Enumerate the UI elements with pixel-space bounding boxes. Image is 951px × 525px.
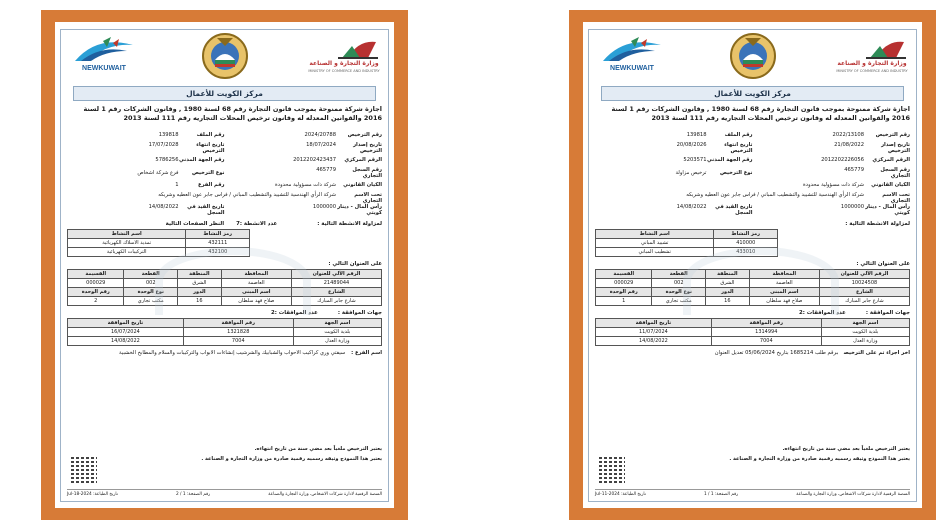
footnote-expiry: يعتبر الترخيص ملغياً بعد مضي سنة من تاريخ انتهاءه. [782,446,910,452]
address-value: الشرق [178,278,222,287]
approvals-table [67,318,382,346]
field-row [595,179,910,192]
address-header: الدور [706,287,750,296]
footer-page-number: رقم الصفحة: 1 / 2 [175,492,211,497]
address-title: على العنوان التالي : [856,260,910,267]
approvals-title: جهات الموافقة : [337,309,382,316]
footnote-official: يعتبر هذا النموذج وثيقه رسميه رقمية صادرة من وزارة التجارة و الصناعة . [729,456,910,462]
branch-info [67,350,382,356]
field-value: 465779 [316,166,336,173]
address-value: 000029 [596,278,652,287]
field-cell [753,132,911,138]
field-cell [595,157,753,163]
field-cell [225,142,383,154]
field-cell [67,192,382,204]
footer-platform: المنصة الرقمية لادارة شركات الاشخاص، وزارة التجارة والصناعة [796,492,910,497]
ministry-name: وزارة التجارة و الصناعة [309,60,379,67]
field-cell [595,142,753,154]
document-footer [595,489,910,497]
address-value: 002 [652,278,706,287]
table-row [596,327,910,336]
field-cell [753,157,911,163]
field-cell [595,204,753,216]
field-value: 1 [175,182,179,189]
field-row [67,129,382,142]
license-intro: اجازة شركة ممنوحة بموجب قانون التجارة رقم 68 لسنة 1980 , وقانون الشركات رقم 1 لسنة 2016 والقوانين المعدله له وقانون ترخيص المحلات التجاريه رقم 111 لسنة 2013 [83,105,382,122]
document-border [588,29,917,502]
field-cell [67,204,225,216]
field-value: 20/08/2026 [676,141,707,148]
field-label: الرقم المركزي [344,157,382,164]
document-frame-right [569,10,936,520]
center-title: مركز الكويت للأعمال [73,86,376,101]
field-value: 17/07/2028 [148,141,179,148]
field-cell [595,182,910,188]
field-cell [753,142,911,154]
approval-number: 1321828 [183,327,293,336]
field-label: الكيان القانوني [871,182,910,189]
activities-title: لمزاولة الانشطة التالية : [317,220,382,227]
approvals-count: 2 [799,309,803,316]
approval-number: 7004 [711,336,821,345]
field-label: رأس المال - دينار كويتي [337,204,382,217]
field-row [595,142,910,155]
field-label: تاريخ القيد في السجل [187,204,225,217]
field-label: رقم السجل التجاري [352,166,382,179]
newkuwait-text: NEWKUWAIT [82,65,126,72]
license-document [583,22,922,508]
document-header [589,30,916,84]
field-cell [225,182,383,188]
field-cell [67,132,225,138]
field-value: 18/07/2024 [306,141,336,148]
field-value: 2012202423437 [293,157,336,164]
table-row [68,238,250,247]
table-header-row [68,229,250,238]
newkuwait-text: NEWKUWAIT [610,65,654,72]
field-row [67,142,382,155]
address-value: العاصمة [749,278,819,287]
document-border [60,29,389,502]
address-value: 16 [178,296,222,305]
field-value: 465779 [844,166,864,173]
field-cell [225,204,383,216]
activity-name: تشطيب المباني [596,247,714,256]
field-cell [67,157,225,163]
field-row [67,179,382,192]
field-label: رقم الملف [196,132,225,139]
table-header-row [596,318,910,327]
field-value: 139818 [158,132,179,139]
field-label: نوع الترخيص [719,169,753,176]
field-value: شركة الرأي الهندسية للتشييد والتشطيب المباني / فراس جابر عون العطيه وشريكه [158,191,336,198]
activities-extra-note: النظر الصفحات التالية [165,220,225,227]
activities-section-title [595,221,910,227]
approval-date: 16/07/2024 [68,327,184,336]
newkuwait-logo [595,35,669,79]
footer-print-date: تاريخ الطباعة: 2024-Jul-11 [595,492,646,497]
address-header: القطعة [124,269,178,278]
watermark-arc [683,247,839,315]
ministry-subtitle: MINISTRY OF COMMERCE AND INDUSTRY [836,69,908,73]
field-label: الرقم المركزي [872,157,910,164]
field-value: 5786256 [155,157,179,164]
address-value: صلاح فهد سلطان [221,296,291,305]
footnotes [101,443,388,465]
ministry-logo [308,38,380,78]
field-value: شركة ذات مسؤولية محدودة [275,182,336,189]
approval-number: 7004 [183,336,293,345]
license-fields [595,129,910,217]
footnotes [629,443,916,465]
field-row [595,129,910,142]
approvals-title: جهات الموافقة : [865,309,910,316]
branch-info [595,350,910,356]
approvals-table [595,318,910,346]
footer-platform: المنصة الرقمية لادارة شركات الاشخاص، وزارة التجارة والصناعة [268,492,382,497]
qr-code-icon [69,455,97,483]
address-header: رقم الوحدة [68,287,124,296]
center-title: مركز الكويت للأعمال [601,86,904,101]
approvals-count-label: عدد الموافقات : [274,309,318,316]
field-value: 21/08/2022 [834,141,864,148]
field-value: 5203571 [683,157,707,164]
address-header: القسيمة [596,269,652,278]
field-cell [67,182,225,188]
approval-authority: وزارة العدل [821,336,909,345]
address-value: 1 [596,296,652,305]
address-header: المنطقة [178,269,222,278]
field-cell [225,167,383,179]
activity-name: تمديد الاسلاك الكهربائية [68,238,186,247]
watermark-arc [155,247,311,315]
field-row [595,204,910,217]
address-header: القسيمة [68,269,124,278]
field-label: تحت الاسم التجاري [354,191,382,204]
field-cell [753,204,911,216]
address-value: شارع جابر المبارك [291,296,381,305]
address-value: مكتب تجاري [652,296,706,305]
field-label: رقم الفرع [198,182,225,189]
field-cell [595,192,910,204]
address-value: شارع جابر المبارك [819,296,909,305]
field-cell [225,132,383,138]
kuwait-emblem-icon [729,32,777,80]
activities-count-label: عدد الانشطة : [239,220,278,227]
branch-label: اخر اجراء تم على الترخيص [843,349,910,356]
qr-code-icon [597,455,625,483]
field-cell [225,157,383,163]
footer-page-number: رقم الصفحة: 1 / 1 [703,492,739,497]
field-value: ترخيص مزاولة [675,169,707,176]
field-cell [595,132,753,138]
field-label: رقم الجهة المدني [179,157,225,164]
approval-authority: بلدية الكويت [293,327,381,336]
address-title: على العنوان التالي : [328,260,382,267]
field-row [595,192,910,205]
field-label: رأس المال - دينار كويتي [865,204,910,217]
approval-header: اسم الجهة [821,318,909,327]
field-value: 14/08/2022 [148,204,179,211]
approval-date: 11/07/2024 [596,327,712,336]
table-row [68,327,382,336]
activities-count: 7 [236,220,240,227]
activity-code-header: رمز النشاط [186,229,250,238]
approval-authority: بلدية الكويت [821,327,909,336]
table-row [68,336,382,345]
activity-name: التركيبات الكهربائية [68,247,186,256]
kuwait-emblem-icon [201,32,249,80]
field-value: 2012202226056 [821,157,864,164]
address-header: نوع الوحدة [124,287,178,296]
address-value: 10024508 [819,278,909,287]
activity-code: 433010 [714,247,778,256]
document-header [61,30,388,84]
field-row [67,154,382,167]
address-value: الشرق [706,278,750,287]
footer-print-date: تاريخ الطباعة: 2024-Jul-18 [67,492,118,497]
activity-code: 432111 [186,238,250,247]
approval-header: تاريخ الموافقة [68,318,184,327]
address-value: 002 [124,278,178,287]
address-header: الدور [178,287,222,296]
field-label: تاريخ إصدار الترخيص [353,141,382,154]
approval-header: اسم الجهة [293,318,381,327]
license-document [55,22,394,508]
branch-label: اسم الفرع : [351,349,382,356]
activities-count-wrap [236,221,277,227]
field-row [67,204,382,217]
approval-date: 14/08/2022 [596,336,712,345]
ministry-subtitle: MINISTRY OF COMMERCE AND INDUSTRY [308,69,380,73]
address-header: الشارع [819,287,909,296]
field-label: تاريخ انتهاء الترخيص [724,141,753,154]
address-header: المحافظة [749,269,819,278]
approval-header: تاريخ الموافقة [596,318,712,327]
table-row [596,238,778,247]
address-header: المحافظة [221,269,291,278]
address-value: العاصمة [221,278,291,287]
address-header: الرقم الآلي للعنوان [819,269,909,278]
address-value: صلاح فهد سلطان [749,296,819,305]
approval-date: 14/08/2022 [68,336,184,345]
approvals-count: 2 [271,309,275,316]
activities-title: لمزاولة الانشطة التالية : [845,220,910,227]
field-cell [67,142,225,154]
address-header: اسم المبنى [221,287,291,296]
activity-name-header: اسم النشاط [68,229,186,238]
address-value: 2 [68,296,124,305]
newkuwait-logo [67,35,141,79]
field-row [67,167,382,180]
approval-number: 1314994 [711,327,821,336]
branch-value: برقم طلب 1685214 بتاريخ 05/06/2024 تعديل العنوان [714,349,838,356]
approval-header: رقم الموافقة [183,318,293,327]
field-label: تاريخ إصدار الترخيص [881,141,910,154]
field-label: رقم الملف [724,132,753,139]
activity-code: 410000 [714,238,778,247]
field-label: نوع الترخيص [191,169,225,176]
activity-name-header: اسم النشاط [596,229,714,238]
field-cell [753,167,911,179]
field-row [595,167,910,180]
table-header-row [596,229,778,238]
field-cell [67,170,225,176]
address-value: 16 [706,296,750,305]
document-frame-left [41,10,408,520]
field-value: 139818 [686,132,707,139]
field-value: شركة ذات مسؤولية محدودة [803,182,864,189]
ministry-logo [836,38,908,78]
field-value: 2024/20788 [304,132,336,139]
address-value: مكتب تجاري [124,296,178,305]
footnote-official: يعتبر هذا النموذج وثيقه رسميه رقمية صادرة من وزارة التجارة و الصناعة . [201,456,382,462]
field-label: رقم الترخيص [347,132,382,139]
activity-code-header: رمز النشاط [714,229,778,238]
address-header: المنطقة [706,269,750,278]
field-value: 2022/13108 [832,132,864,139]
field-row [67,192,382,205]
approval-header: رقم الموافقة [711,318,821,327]
address-value: 21489044 [291,278,381,287]
branch-value: سيفتي وري كراكيب الاحواب والشبابيك والشرشيب إنشاءات الابواب والتركيبات والسلام والمطابخ الخشبية [119,349,346,356]
field-label: رقم السجل التجاري [880,166,910,179]
field-value: 1000000 [840,204,864,211]
field-label: رقم الجهة المدني [707,157,753,164]
address-header: اسم المبنى [749,287,819,296]
table-row [596,336,910,345]
address-header: رقم الوحدة [596,287,652,296]
field-label: الكيان القانوني [343,182,382,189]
approval-authority: وزارة العدل [293,336,381,345]
address-header: الشارع [291,287,381,296]
address-header: نوع الوحدة [652,287,706,296]
license-intro: اجازة شركة ممنوحة بموجب قانون التجارة رقم 68 لسنة 1980 , وقانون الشركات رقم 1 لسنة 2016 والقوانين المعدله له وقانون ترخيص المحلات التجاريه رقم 111 لسنة 2013 [611,105,910,122]
activities-section-title [67,221,382,227]
address-header: القطعة [652,269,706,278]
field-value: فرع شركة اشخاص [137,169,179,176]
activity-code: 432100 [186,247,250,256]
document-footer [67,489,382,497]
table-header-row [68,318,382,327]
field-value: 1000000 [312,204,336,211]
address-header: الرقم الآلي للعنوان [291,269,381,278]
address-value: 000029 [68,278,124,287]
ministry-name: وزارة التجارة و الصناعة [837,60,907,67]
field-cell [595,170,753,176]
field-row [595,154,910,167]
field-value: شركة الرأي الهندسية للتشييد والتشطيب المباني / فراس جابر عون العطيه وشريكه [686,191,864,198]
field-label: تاريخ القيد في السجل [715,204,753,217]
activity-name: تشييد المباني [596,238,714,247]
approvals-count-label: عدد الموافقات : [802,309,846,316]
field-label: رقم الترخيص [875,132,910,139]
field-label: تاريخ انتهاء الترخيص [196,141,225,154]
field-value: 14/08/2022 [676,204,707,211]
field-label: تحت الاسم التجاري [882,191,910,204]
footnote-expiry: يعتبر الترخيص ملغياً بعد مضي سنة من تاريخ انتهاءه. [254,446,382,452]
license-fields [67,129,382,217]
